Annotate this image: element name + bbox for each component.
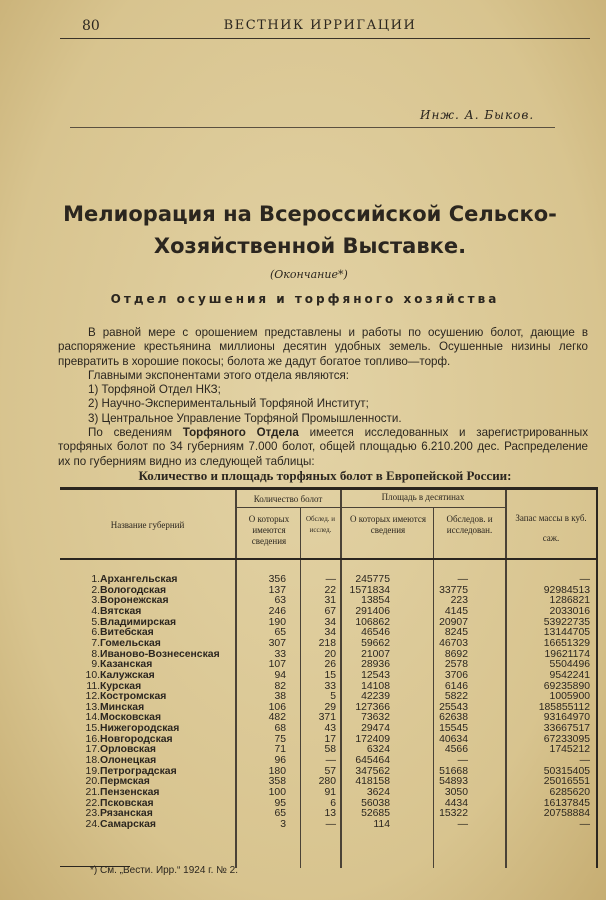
- count-known: 38: [274, 691, 286, 703]
- province-name: Пермская: [100, 776, 150, 788]
- count-known: 95: [274, 797, 286, 809]
- text: имеется исследованных и зарегистрированных торфяных болот по 34 губерниям 7.000 болот, общей площадью 6.210.200 дес. Распределение их по губерниям видно из следующей таблицы:: [58, 426, 588, 468]
- row-number: 8.: [91, 648, 100, 660]
- province-name: Московская: [100, 712, 162, 724]
- header-area-surveyed: Обследов. и исследован.: [446, 514, 493, 535]
- table-row: [60, 734, 596, 745]
- count-known: 246: [268, 605, 286, 617]
- area-surveyed: 15545: [439, 723, 468, 735]
- count-known: 65: [274, 808, 286, 820]
- count-known: 307: [268, 637, 286, 649]
- count-surveyed: 29: [324, 701, 336, 713]
- bold-text: Торфяного Отдела: [182, 426, 299, 440]
- area-surveyed: 4566: [444, 744, 468, 756]
- province-name: Костромская: [100, 691, 167, 703]
- count-surveyed: —: [325, 818, 336, 830]
- area-known: 21007: [361, 648, 390, 660]
- area-known: 56038: [361, 797, 390, 809]
- table-row: [60, 627, 596, 638]
- table-row: [60, 819, 596, 830]
- table-row: [60, 691, 596, 702]
- table-row: [60, 766, 596, 777]
- journal-title: ВЕСТНИК ИРРИГАЦИИ: [223, 18, 417, 33]
- count-known: 71: [274, 744, 286, 756]
- table-row: [60, 595, 596, 606]
- row-number: 4.: [91, 605, 100, 617]
- reserve: 9542241: [549, 669, 590, 681]
- row-number: 23.: [85, 808, 100, 820]
- article-title-line-2: Хозяйственной Выставке.: [153, 234, 467, 258]
- author: Инж. А. Быков.: [420, 108, 535, 122]
- reserve: 2033016: [549, 605, 590, 617]
- count-surveyed: 6: [330, 797, 336, 809]
- province-name: Рязанская: [100, 808, 153, 820]
- count-surveyed: 5: [330, 691, 336, 703]
- row-number: 22.: [85, 797, 100, 809]
- author-rule: [70, 127, 555, 128]
- area-known: 59662: [361, 637, 390, 649]
- section-heading: Отдел осушения и торфяного хозяйства: [110, 292, 500, 306]
- province-name: Курская: [100, 680, 142, 692]
- area-known: 291406: [355, 605, 390, 617]
- area-known: 127366: [355, 701, 390, 713]
- count-known: 94: [274, 669, 286, 681]
- reserve: 13144705: [543, 627, 590, 639]
- header-count: Количество болот: [253, 494, 323, 504]
- province-name: Пензенская: [100, 787, 160, 798]
- province-name: Псковская: [100, 797, 154, 809]
- table-row: [60, 702, 596, 713]
- count-surveyed: 31: [324, 595, 336, 607]
- list-item: 2) Научно-Экспериментальный Торфяной Институт;: [88, 397, 369, 411]
- reserve: 19621174: [544, 648, 590, 660]
- reserve: 93164970: [543, 712, 590, 724]
- area-known: 6324: [366, 744, 390, 756]
- area-surveyed: —: [457, 574, 468, 585]
- row-number: 9.: [91, 659, 100, 671]
- count-surveyed: 280: [318, 776, 336, 788]
- body-text: [58, 326, 588, 469]
- table-row: [60, 585, 596, 596]
- count-known: 96: [274, 755, 286, 767]
- reserve: —: [579, 574, 590, 585]
- count-surveyed: 218: [318, 637, 336, 649]
- row-number: 13.: [85, 701, 100, 713]
- province-name: Иваново-Вознесенская: [100, 648, 220, 660]
- area-known: 52685: [361, 808, 390, 820]
- table-row: [60, 606, 596, 617]
- reserve: 53922735: [543, 616, 590, 628]
- table-row: [60, 574, 596, 585]
- reserve: 25016551: [543, 776, 590, 788]
- area-surveyed: 51668: [439, 765, 468, 777]
- area-surveyed: —: [457, 755, 468, 767]
- count-surveyed: 13: [324, 808, 336, 820]
- count-surveyed: 58: [324, 744, 336, 756]
- row-number: 16.: [85, 733, 100, 745]
- area-surveyed: 54893: [439, 776, 468, 788]
- table-row: [60, 776, 596, 787]
- row-number: 1.: [91, 574, 100, 585]
- province-name: Олонецкая: [100, 755, 157, 767]
- province-name: Гомельская: [100, 637, 161, 649]
- area-surveyed: 3050: [444, 787, 468, 798]
- count-surveyed: 57: [324, 765, 336, 777]
- area-surveyed: 4434: [444, 797, 468, 809]
- area-surveyed: 8692: [444, 648, 468, 660]
- table-row: [60, 649, 596, 660]
- reserve: 185855112: [538, 701, 590, 713]
- row-number: 11.: [86, 680, 100, 692]
- count-known: 482: [268, 712, 286, 724]
- count-surveyed: 43: [324, 723, 336, 735]
- area-known: 172409: [355, 733, 390, 745]
- area-known: 114: [373, 818, 390, 830]
- area-surveyed: 6146: [444, 680, 468, 692]
- reserve: 6285620: [549, 787, 590, 798]
- footnote: *) См. „Вести. Ирр.“ 1924 г. № 2.: [90, 865, 238, 876]
- reserve: 1745212: [549, 744, 590, 756]
- count-surveyed: 67: [324, 605, 336, 617]
- area-surveyed: 3706: [444, 669, 468, 681]
- province-name: Петроградская: [100, 765, 177, 777]
- table-row: [60, 712, 596, 723]
- paragraph-3: [58, 426, 588, 469]
- count-known: 75: [274, 733, 286, 745]
- row-number: 14.: [85, 712, 100, 724]
- area-known: 42239: [361, 691, 390, 703]
- reserve: 5504496: [549, 659, 590, 671]
- province-name: Вятская: [100, 605, 142, 617]
- count-known: 107: [268, 659, 286, 671]
- reserve: 67233095: [543, 733, 590, 745]
- count-surveyed: —: [325, 755, 336, 767]
- count-known: 33: [274, 648, 286, 660]
- reserve: 1286821: [549, 595, 590, 607]
- area-known: 645464: [355, 755, 390, 767]
- reserve: —: [579, 818, 590, 830]
- area-known: 245775: [355, 574, 390, 585]
- area-known: 29474: [361, 723, 390, 735]
- area-surveyed: 33775: [439, 584, 468, 596]
- province-name: Калужская: [100, 669, 155, 681]
- count-known: 63: [274, 595, 286, 607]
- count-surveyed: 20: [324, 648, 336, 660]
- reserve: 50315405: [543, 765, 590, 777]
- area-surveyed: 46703: [439, 637, 468, 649]
- count-known: 3: [280, 818, 286, 830]
- count-known: 82: [274, 680, 286, 692]
- province-name: Нижегородская: [100, 723, 180, 735]
- count-known: 65: [274, 627, 286, 639]
- reserve: 69235890: [543, 680, 590, 692]
- province-name: Новгородская: [100, 733, 173, 745]
- header-area: Площадь в десятинах: [381, 492, 465, 502]
- row-number: 18.: [85, 755, 100, 767]
- reserve: 92984513: [543, 584, 590, 596]
- area-known: 14108: [361, 680, 390, 692]
- table-title: Количество и площадь торфяных болот в Европейской России:: [138, 468, 512, 483]
- area-known: 3624: [366, 787, 390, 798]
- table-row: [60, 681, 596, 692]
- header-count-known: О которых имеются сведения: [248, 514, 290, 546]
- table-row: [60, 723, 596, 734]
- area-known: 418158: [355, 776, 390, 788]
- header-area-known: О которых имеются сведения: [350, 514, 426, 535]
- area-known: 12543: [361, 669, 390, 681]
- area-surveyed: 15322: [439, 808, 468, 820]
- table-row: [60, 787, 596, 798]
- row-number: 20.: [85, 776, 100, 788]
- continuation-note: (Окончание*): [270, 268, 348, 281]
- reserve: 16651329: [543, 637, 590, 649]
- row-number: 2.: [91, 584, 100, 596]
- table-row: [60, 744, 596, 755]
- area-surveyed: 223: [450, 595, 468, 607]
- header-count-surveyed: Обслед. и исслед.: [305, 515, 336, 534]
- area-known: 73632: [361, 712, 390, 724]
- count-surveyed: 17: [324, 733, 336, 745]
- reserve: 33667517: [543, 723, 590, 735]
- count-surveyed: 26: [324, 659, 336, 671]
- count-known: 106: [268, 701, 286, 713]
- row-number: 5.: [91, 616, 100, 628]
- row-number: 3.: [91, 595, 100, 607]
- row-number: 7.: [91, 637, 100, 649]
- area-known: 1571834: [349, 584, 390, 596]
- count-surveyed: 371: [318, 712, 336, 724]
- table-row: [60, 617, 596, 628]
- row-number: 17.: [85, 744, 100, 756]
- area-surveyed: 8245: [444, 627, 468, 639]
- area-known: 347562: [355, 765, 390, 777]
- table-row: [60, 638, 596, 649]
- table-row: [60, 808, 596, 819]
- count-known: 180: [268, 765, 286, 777]
- text: По сведениям: [88, 426, 183, 440]
- count-surveyed: —: [325, 574, 336, 585]
- list-item: 3) Центральное Управление Торфяной Промышленности.: [88, 411, 402, 425]
- row-number: 24.: [85, 818, 100, 830]
- area-surveyed: 5822: [444, 691, 468, 703]
- area-surveyed: 4145: [444, 605, 468, 617]
- count-known: 68: [274, 723, 286, 735]
- reserve: 20758884: [543, 808, 590, 820]
- count-known: 356: [268, 574, 286, 585]
- table-row: [60, 798, 596, 809]
- province-name: Архангельская: [100, 574, 178, 585]
- list-item: 1) Торфяной Отдел НКЗ;: [88, 383, 221, 397]
- area-surveyed: 2578: [444, 659, 468, 671]
- header-rule: [60, 38, 590, 39]
- data-table: [60, 487, 598, 868]
- province-name: Владимирская: [100, 616, 177, 628]
- row-number: 12.: [85, 691, 100, 703]
- area-known: 106862: [355, 616, 390, 628]
- count-known: 358: [268, 776, 286, 788]
- province-name: Орловская: [100, 744, 156, 756]
- area-surveyed: 25543: [439, 701, 468, 713]
- paragraph-1: В равной мере с орошением представлены и работы по осушению болот, дающие в распоряжение крестьянина миллионы десятин удобных земель. Осушенные низины легко превратить в хорошие покосы; болота же дадут богатое топливо—торф.: [58, 326, 588, 368]
- province-name: Минская: [100, 701, 145, 713]
- area-known: 28936: [361, 659, 390, 671]
- province-name: Воронежская: [100, 595, 169, 607]
- count-known: 137: [268, 584, 286, 596]
- area-known: 46546: [361, 627, 390, 639]
- row-number: 10.: [85, 669, 100, 681]
- article-title-line-1: Мелиорация на Всероссийской Сельско-: [63, 202, 557, 226]
- reserve: 1005900: [549, 691, 590, 703]
- reserve: 16137845: [543, 797, 590, 809]
- area-surveyed: 20907: [439, 616, 468, 628]
- count-surveyed: 34: [324, 616, 336, 628]
- area-surveyed: 62638: [439, 712, 468, 724]
- area-surveyed: —: [457, 818, 468, 830]
- row-number: 19.: [85, 765, 100, 777]
- reserve: —: [579, 755, 590, 767]
- header-reserve: Запас массы в куб. саж.: [515, 513, 587, 543]
- table-row: [60, 670, 596, 681]
- row-number: 6.: [91, 627, 100, 639]
- count-known: 100: [268, 787, 286, 798]
- row-number: 15.: [85, 723, 100, 735]
- header-name: Название губерний: [110, 520, 185, 530]
- province-name: Самарская: [100, 818, 156, 830]
- province-name: Казанская: [100, 659, 153, 671]
- count-surveyed: 22: [324, 584, 336, 596]
- count-surveyed: 91: [324, 787, 336, 798]
- count-surveyed: 34: [324, 627, 336, 639]
- paragraph-2: Главными экспонентами этого отдела являются:: [88, 368, 350, 382]
- count-known: 190: [268, 616, 286, 628]
- table-row: [60, 755, 596, 766]
- province-name: Вологодская: [100, 584, 167, 596]
- count-surveyed: 33: [324, 680, 336, 692]
- area-surveyed: 40634: [439, 733, 468, 745]
- table-row: [60, 659, 596, 670]
- page-number: 80: [82, 18, 100, 34]
- count-surveyed: 15: [324, 669, 336, 681]
- row-number: 21.: [85, 787, 100, 798]
- area-known: 13854: [361, 595, 390, 607]
- province-name: Витебская: [100, 627, 154, 639]
